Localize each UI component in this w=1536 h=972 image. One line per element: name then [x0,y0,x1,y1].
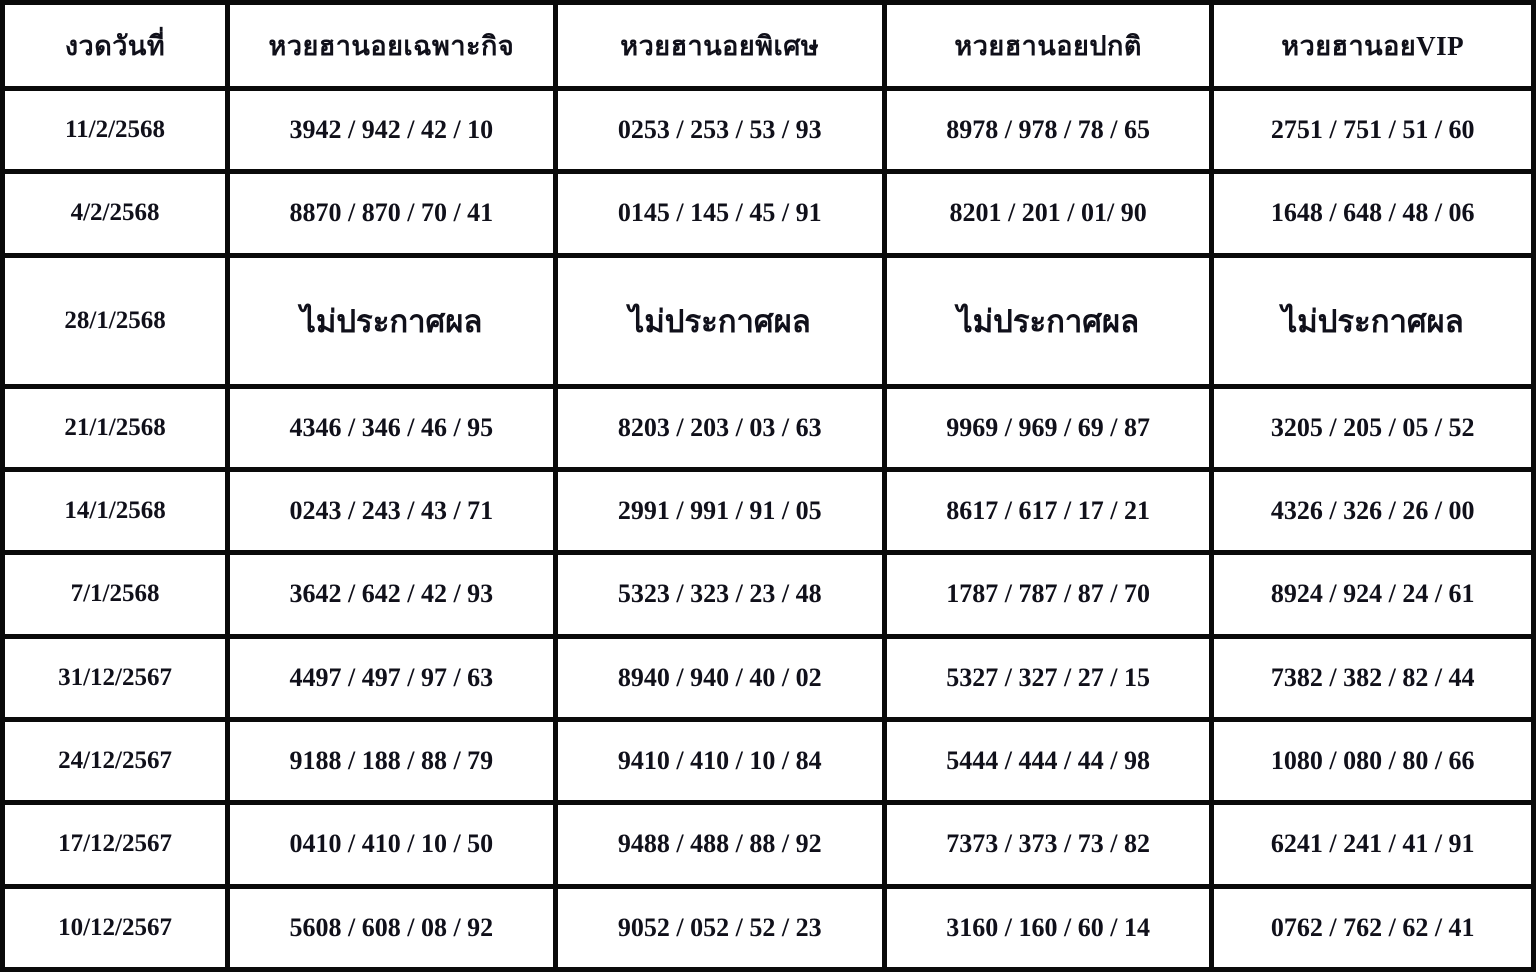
result-cell: 9052 / 052 / 52 / 23 [555,886,884,969]
result-cell: 8940 / 940 / 40 / 02 [555,636,884,719]
no-result-cell: ไม่ประกาศผล [1212,255,1534,386]
table-row [3,553,1534,636]
result-cell: 1787 / 787 / 87 / 70 [884,553,1212,636]
result-cell: 6241 / 241 / 41 / 91 [1212,803,1534,886]
result-cell: 5327 / 327 / 27 / 15 [884,636,1212,719]
result-cell: 3205 / 205 / 05 / 52 [1212,386,1534,469]
draw-date-cell: 31/12/2567 [3,636,228,719]
draw-date-cell: 7/1/2568 [3,553,228,636]
result-cell: 5323 / 323 / 23 / 48 [555,553,884,636]
result-cell: 4497 / 497 / 97 / 63 [228,636,556,719]
result-cell: 9188 / 188 / 88 / 79 [228,719,556,802]
result-cell: 0145 / 145 / 45 / 91 [555,172,884,255]
draw-date-cell: 14/1/2568 [3,469,228,552]
result-cell: 9969 / 969 / 69 / 87 [884,386,1212,469]
result-cell: 8978 / 978 / 78 / 65 [884,89,1212,172]
result-cell: 8924 / 924 / 24 / 61 [1212,553,1534,636]
result-cell: 0253 / 253 / 53 / 93 [555,89,884,172]
table-row [3,386,1534,469]
column-header-hanoi-vip: หวยฮานอยVIP [1212,3,1534,89]
table-row [3,172,1534,255]
table-row [3,89,1534,172]
result-cell: 8203 / 203 / 03 / 63 [555,386,884,469]
draw-date-cell: 24/12/2567 [3,719,228,802]
result-cell: 3160 / 160 / 60 / 14 [884,886,1212,969]
table-row [3,886,1534,969]
draw-date-cell: 17/12/2567 [3,803,228,886]
result-cell: 9488 / 488 / 88 / 92 [555,803,884,886]
result-cell: 9410 / 410 / 10 / 84 [555,719,884,802]
table-row [3,803,1534,886]
no-result-cell: ไม่ประกาศผล [228,255,556,386]
draw-date-cell: 11/2/2568 [3,89,228,172]
draw-date-cell: 28/1/2568 [3,255,228,386]
result-cell: 0762 / 762 / 62 / 41 [1212,886,1534,969]
no-result-cell: ไม่ประกาศผล [884,255,1212,386]
draw-date-cell: 10/12/2567 [3,886,228,969]
draw-date-cell: 4/2/2568 [3,172,228,255]
table-row [3,469,1534,552]
result-cell: 3642 / 642 / 42 / 93 [228,553,556,636]
result-cell: 4346 / 346 / 46 / 95 [228,386,556,469]
column-header-hanoi-special: หวยฮานอยพิเศษ [555,3,884,89]
table-row [3,255,1534,386]
result-cell: 3942 / 942 / 42 / 10 [228,89,556,172]
result-cell: 5608 / 608 / 08 / 92 [228,886,556,969]
result-cell: 2991 / 991 / 91 / 05 [555,469,884,552]
result-cell: 7382 / 382 / 82 / 44 [1212,636,1534,719]
result-cell: 4326 / 326 / 26 / 00 [1212,469,1534,552]
result-cell: 1080 / 080 / 80 / 66 [1212,719,1534,802]
column-header-draw-date: งวดวันที่ [3,3,228,89]
result-cell: 0243 / 243 / 43 / 71 [228,469,556,552]
table-row [3,636,1534,719]
no-result-cell: ไม่ประกาศผล [555,255,884,386]
draw-date-cell: 21/1/2568 [3,386,228,469]
result-cell: 1648 / 648 / 48 / 06 [1212,172,1534,255]
result-cell: 8870 / 870 / 70 / 41 [228,172,556,255]
header-row [3,3,1534,89]
result-cell: 0410 / 410 / 10 / 50 [228,803,556,886]
result-cell: 8201 / 201 / 01/ 90 [884,172,1212,255]
column-header-hanoi-specific: หวยฮานอยเฉพาะกิจ [228,3,556,89]
result-cell: 7373 / 373 / 73 / 82 [884,803,1212,886]
result-cell: 2751 / 751 / 51 / 60 [1212,89,1534,172]
table-row [3,719,1534,802]
result-cell: 5444 / 444 / 44 / 98 [884,719,1212,802]
result-cell: 8617 / 617 / 17 / 21 [884,469,1212,552]
column-header-hanoi-normal: หวยฮานอยปกติ [884,3,1212,89]
